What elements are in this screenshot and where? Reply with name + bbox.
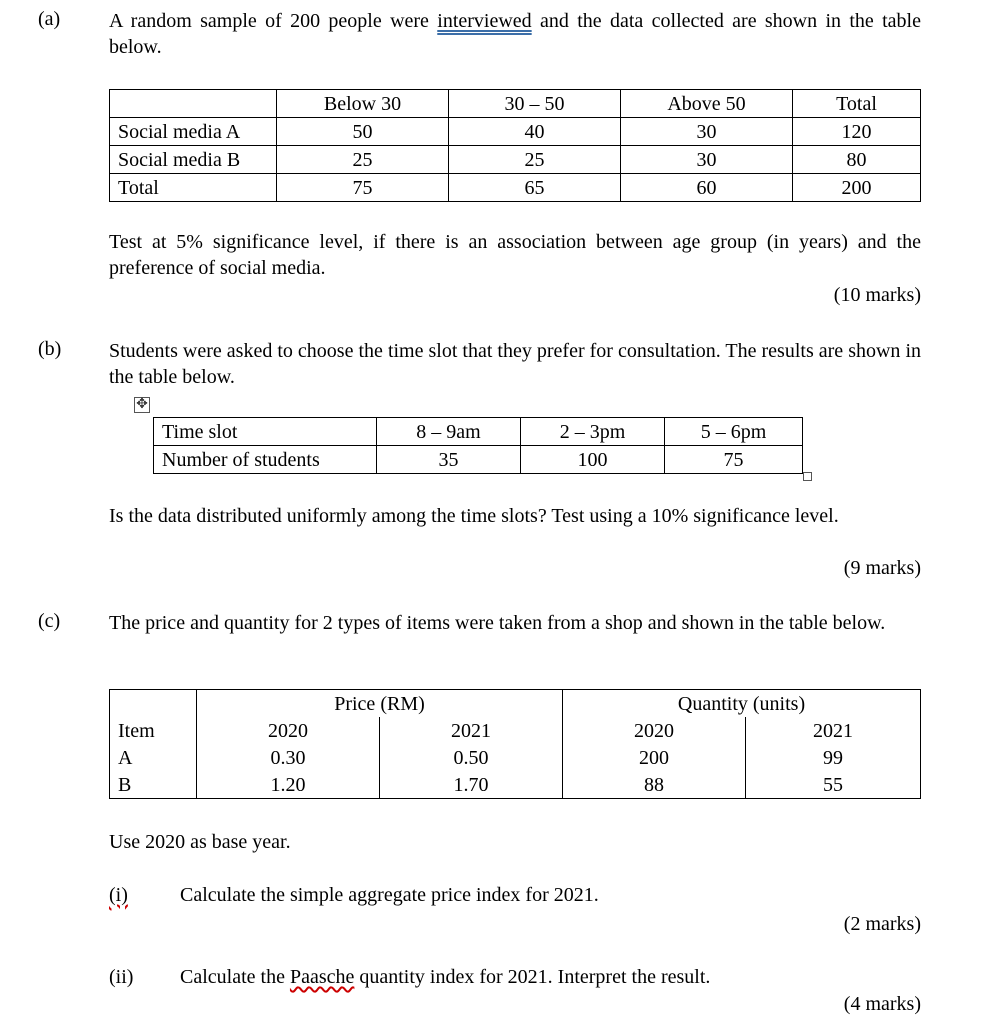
sub-ii-label: (ii) (109, 966, 134, 988)
table-cell: 60 (621, 174, 793, 202)
sub-i-label (109, 884, 128, 907)
sub-i-text: Calculate the simple aggregate price index for 2021. (180, 884, 599, 906)
sub-ii-text-post: quantity index for 2021. Interpret the result. (354, 966, 711, 988)
table-cell: A (110, 744, 197, 771)
sub-ii-marks: (4 marks) (843, 993, 921, 1015)
table-cell: 200 (793, 174, 921, 202)
table-cell: 100 (521, 446, 665, 474)
price-group-header: Price (RM) (197, 690, 563, 718)
table-cell: 25 (449, 146, 621, 174)
table-cell: 0.30 (197, 744, 380, 771)
part-a-intro-pre: A random sample of 200 people were (109, 10, 438, 32)
sub-i-marks: (2 marks) (843, 913, 921, 935)
sub-i-label-text: (i) (109, 884, 128, 906)
sub-ii-text-word: Paasche (289, 966, 355, 988)
part-b-marks: (9 marks) (843, 557, 921, 579)
table-group-header-row (110, 690, 921, 718)
part-b-intro: Students were asked to choose the time slot that they prefer for consultation. The results are shown in the table below. (109, 340, 921, 388)
table-cell: Social media B (110, 146, 277, 174)
table-cell: 65 (449, 174, 621, 202)
table-row (110, 744, 921, 771)
table-header-cell: 2020 (197, 717, 380, 744)
table-row (110, 118, 921, 146)
table-cell: 99 (746, 744, 921, 771)
table-header-cell: Item (110, 717, 197, 744)
base-year-note: Use 2020 as base year. (109, 831, 291, 853)
table-header-cell: Below 30 (277, 90, 449, 118)
table-cell: 40 (449, 118, 621, 146)
table-move-handle-icon[interactable]: ✥ (134, 397, 150, 413)
table-cell: 80 (793, 146, 921, 174)
price-quantity-table (109, 689, 921, 799)
table-cell: Time slot (154, 418, 377, 446)
table-cell: 0.50 (380, 744, 563, 771)
table-row (110, 146, 921, 174)
part-b-label: (b) (38, 338, 62, 360)
table-row (110, 771, 921, 799)
table-cell: 120 (793, 118, 921, 146)
table-header-row (110, 717, 921, 744)
table-cell: B (110, 771, 197, 799)
table-cell (110, 690, 197, 718)
table-cell: 88 (563, 771, 746, 799)
table-cell: 55 (746, 771, 921, 799)
table-cell: 5 – 6pm (665, 418, 803, 446)
table-cell: Social media A (110, 118, 277, 146)
time-slot-table (153, 417, 803, 474)
table-header-row (110, 90, 921, 118)
table-header-cell: Above 50 (621, 90, 793, 118)
table-cell: 75 (277, 174, 449, 202)
table-cell: 50 (277, 118, 449, 146)
table-cell: 1.20 (197, 771, 380, 799)
table-header-cell: 2021 (746, 717, 921, 744)
table-header-cell: 2020 (563, 717, 746, 744)
table-cell: 30 (621, 146, 793, 174)
table-row (154, 446, 803, 474)
table-cell: 25 (277, 146, 449, 174)
part-c-label: (c) (38, 610, 61, 632)
part-a-label: (a) (38, 8, 61, 30)
part-a-marks: (10 marks) (833, 284, 921, 306)
table-header-cell: 2021 (380, 717, 563, 744)
part-c-intro: The price and quantity for 2 types of items were taken from a shop and shown in the table below. (109, 612, 886, 634)
sub-ii-text (180, 966, 710, 989)
table-cell: 200 (563, 744, 746, 771)
part-b-question: Is the data distributed uniformly among the time slots? Test using a 10% significance level. (109, 505, 839, 527)
table-row (110, 174, 921, 202)
part-a-intro-word: interviewed (437, 10, 532, 32)
table-cell: 2 – 3pm (521, 418, 665, 446)
table-cell: 75 (665, 446, 803, 474)
table-header-cell: 30 – 50 (449, 90, 621, 118)
part-a-intro (109, 8, 921, 60)
table-cell: 8 – 9am (377, 418, 521, 446)
table-cell: Number of students (154, 446, 377, 474)
table-cell: 30 (621, 118, 793, 146)
table-cell: 35 (377, 446, 521, 474)
table-resize-handle[interactable] (803, 472, 812, 481)
quantity-group-header: Quantity (units) (563, 690, 921, 718)
part-a-intro-post: and the data collected are shown in the table below. (109, 10, 921, 58)
age-social-media-table (109, 89, 921, 202)
table-cell: Total (110, 174, 277, 202)
table-row (154, 418, 803, 446)
table-cell: 1.70 (380, 771, 563, 799)
part-a-question: Test at 5% significance level, if there is an association between age group (in years) and the preference of social media. (109, 231, 921, 279)
sub-ii-text-pre: Calculate the (180, 966, 290, 988)
table-header-cell (110, 90, 277, 118)
table-header-cell: Total (793, 90, 921, 118)
